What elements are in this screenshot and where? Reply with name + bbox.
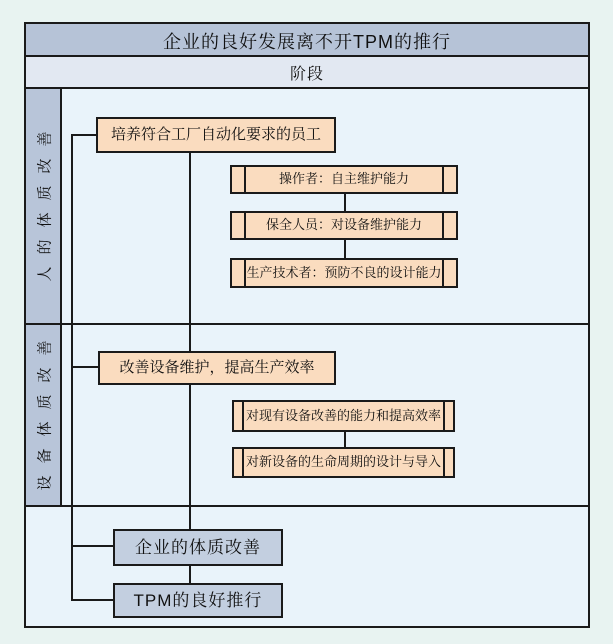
connector-branch-improve: [71, 366, 98, 368]
stage-header: 阶段: [26, 57, 588, 87]
connector-sub-1-2: [344, 193, 346, 212]
connector-branch-tpm: [71, 599, 113, 601]
connector-sub-4-5: [344, 431, 346, 448]
diagram-frame: [24, 22, 590, 628]
node-operator-ability: 操作者：自主维护能力: [230, 165, 458, 194]
node-company-improvement: 企业的体质改善: [113, 529, 283, 566]
connector-branch-company: [71, 545, 113, 547]
separator-under-stage: [24, 87, 590, 89]
node-tpm-success: TPM的良好推行: [113, 583, 283, 618]
connector-center-segment-2: [189, 384, 191, 530]
node-improve-equipment: 改善设备维护，提高生产效率: [98, 351, 336, 385]
connector-branch-train: [71, 134, 96, 136]
section-label-people: 人的体质改善: [36, 118, 54, 282]
section-cell-people: [26, 89, 61, 323]
section-label-equipment: 设备体质改善: [36, 327, 54, 491]
diagram-title: 企业的良好发展离不开TPM的推行: [26, 24, 588, 57]
separator-section-2-3: [24, 505, 590, 507]
section-cell-equipment: [26, 325, 61, 505]
connector-sub-2-3: [344, 239, 346, 259]
node-new-equipment-lifecycle: 对新设备的生命周期的设计与导入: [232, 447, 455, 478]
connector-center-segment-3: [189, 565, 191, 584]
separator-section-1-2: [24, 323, 590, 325]
node-existing-equipment-ability: 对现有设备改善的能力和提高效率: [232, 400, 455, 432]
separator-under-title: [24, 55, 590, 57]
node-train-employees: 培养符合工厂自动化要求的员工: [96, 117, 336, 153]
connector-center-segment-1: [189, 152, 191, 351]
sidebar-right-border: [60, 87, 62, 507]
node-production-engineer-ability: 生产技术者：预防不良的设计能力: [230, 258, 458, 288]
node-maintenance-staff-ability: 保全人员：对设备维护能力: [230, 211, 458, 240]
